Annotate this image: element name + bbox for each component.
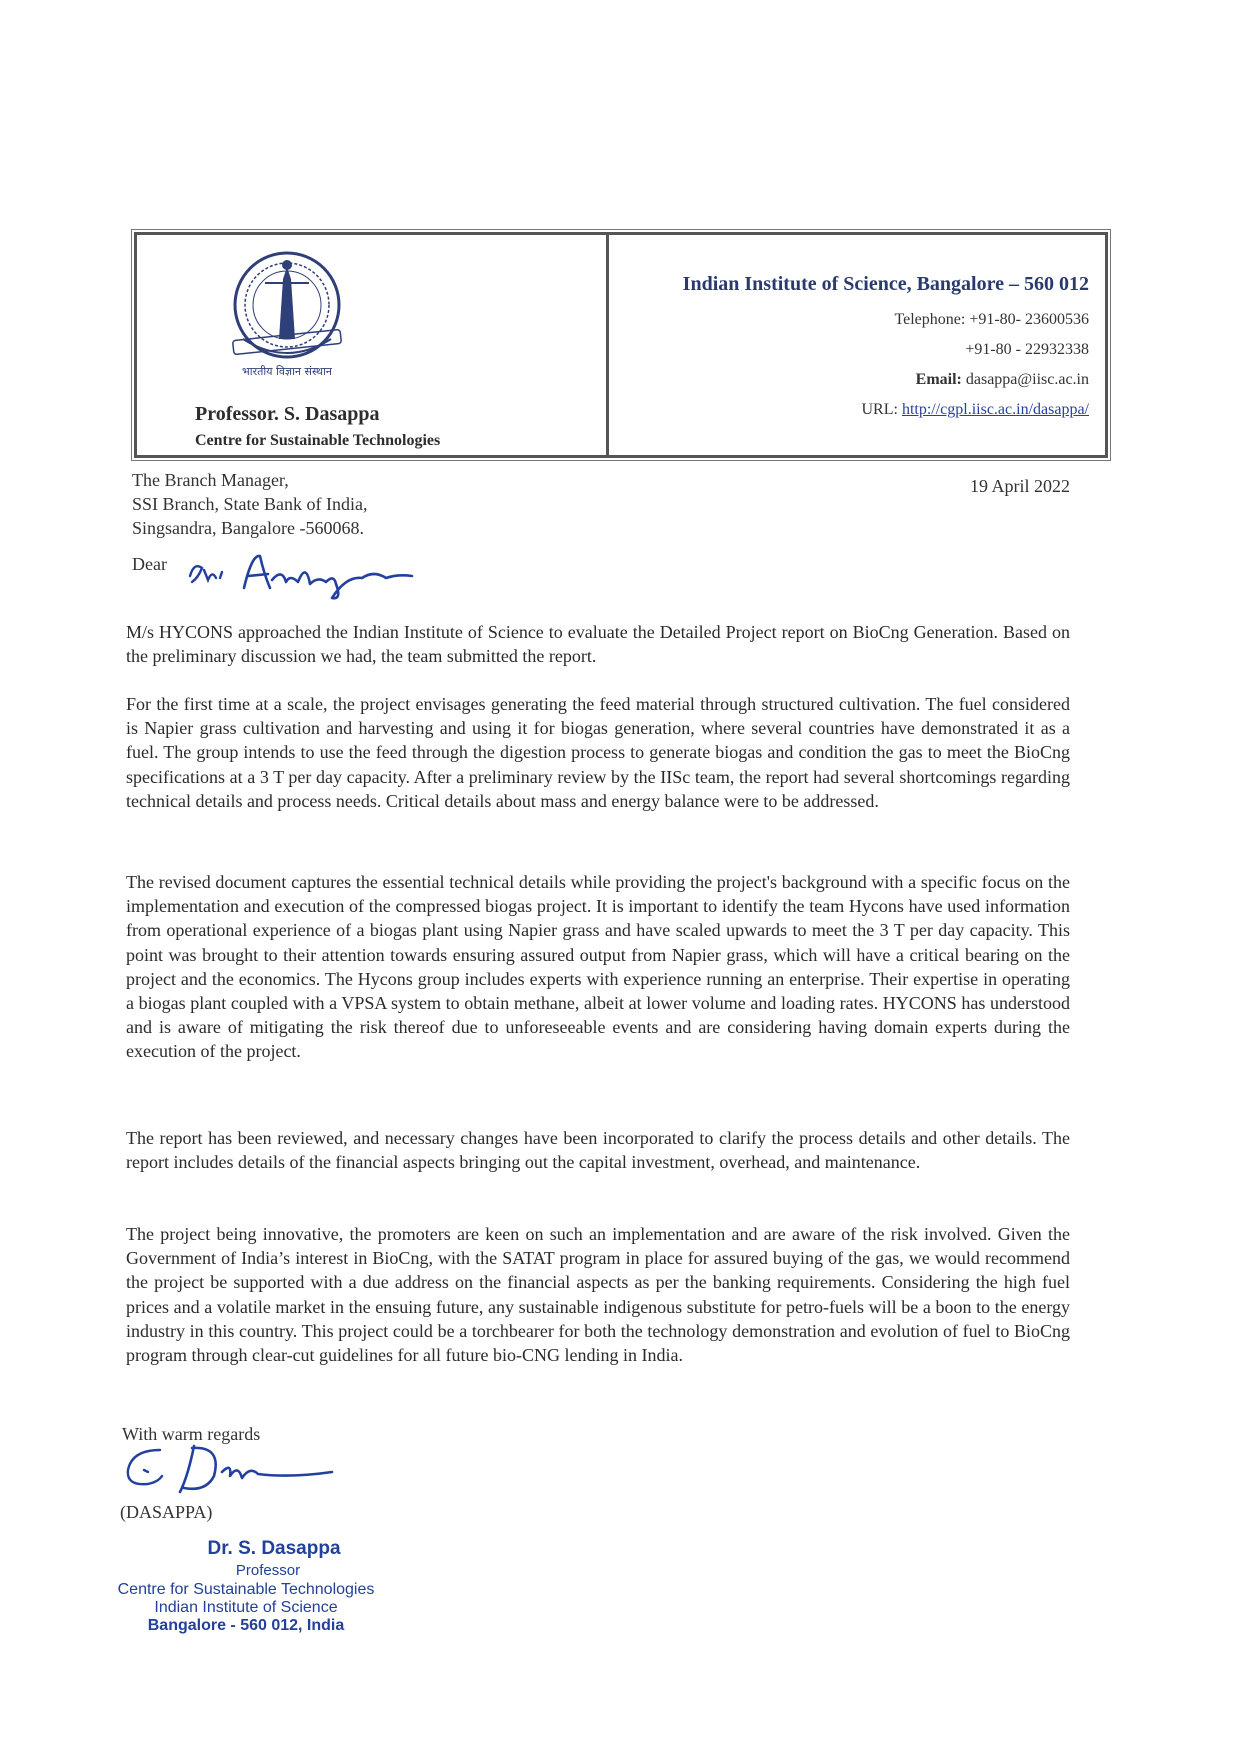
body-paragraph-1: M/s HYCONS approached the Indian Institute of Science to evaluate the Detailed Project report on BioCng Generation. Based on the preliminary discussion we had, the team submitted the report. bbox=[126, 622, 1070, 667]
body-paragraph-4: The report has been reviewed, and necessary changes have been incorporated to clarify the process details and other details. The report includes details of the financial aspects bringing out the capital investment, overhead, and maintenance. bbox=[126, 1128, 1070, 1173]
addressee-line: Singsandra, Bangalore -560068. bbox=[132, 518, 364, 538]
email-value[interactable]: dasappa@iisc.ac.in bbox=[965, 371, 1089, 388]
email-row bbox=[916, 371, 1089, 389]
email-label: Email: bbox=[915, 371, 962, 388]
addressee-line: SSI Branch, State Bank of India, bbox=[132, 494, 368, 514]
stamp-institute: Indian Institute of Science bbox=[154, 1599, 338, 1616]
salutation-dear: Dear bbox=[132, 554, 167, 574]
stamp-name: Dr. S. Dasappa bbox=[207, 1538, 341, 1559]
telephone-1: +91-80- 23600536 bbox=[969, 311, 1089, 328]
institute-address: Indian Institute of Science, Bangalore – 560 012 bbox=[682, 273, 1089, 295]
closing-regards: With warm regards bbox=[122, 1424, 261, 1444]
url-link[interactable]: http://cgpl.iisc.ac.in/dasappa/ bbox=[901, 401, 1089, 418]
official-stamp bbox=[86, 1538, 406, 1635]
stamp-city: Bangalore - 560 012, India bbox=[147, 1617, 345, 1634]
professor-name: Professor. S. Dasappa bbox=[195, 403, 380, 425]
letter-date: 19 April 2022 bbox=[969, 476, 1070, 496]
signatory-name: (DASAPPA) bbox=[120, 1502, 213, 1522]
body-paragraph-2: For the first time at a scale, the project envisages generating the feed material through structured cultivation. The fuel considered is Napier grass cultivation and harvesting and using it for biogas generation, where several countries have demonstrated it as a fuel. The group intends to use the feed through the digestion process to generate biogas and condition the gas to meet the BioCng specifications at a 3 T per day capacity. After a preliminary review by the IISc team, the report had several shortcomings regarding technical details and process needs. Critical details about mass and energy balance were to be addressed. bbox=[126, 694, 1070, 811]
letterhead-left-panel bbox=[137, 235, 609, 455]
body-paragraph-3: The revised document captures the essential technical details while providing the project's background with a specific focus on the implementation and execution of the compressed biogas project. It is important to identify the team Hycons have used information from operational experience of a biogas plant using Napier grass and have scaled upwards to meet the 3 T per day capacity. This point was brought to their attention towards ensuring assured output from Napier grass, which will have a critical bearing on the project and the economics. The Hycons group includes experts with experience running an enterprise. Their expertise in operating a biogas plant coupled with a VPSA system to obtain methane, albeit at lower volume and loading rates. HYCONS has understood and is aware of mitigating the risk thereof due to unforeseeable events and are considering having domain experts during the execution of the project. bbox=[126, 872, 1070, 1062]
svg-text:भारतीय विज्ञान संस्थान: भारतीय विज्ञान संस्थान bbox=[241, 365, 333, 378]
addressee-line: The Branch Manager, bbox=[132, 470, 289, 490]
telephone-row bbox=[894, 311, 1089, 329]
url-label: URL: bbox=[861, 401, 898, 418]
iisc-emblem-icon bbox=[213, 243, 361, 383]
letterhead-right-panel bbox=[609, 235, 1105, 455]
telephone-label: Telephone: bbox=[894, 311, 966, 328]
telephone-2: +91-80 - 22932338 bbox=[965, 341, 1089, 358]
signature bbox=[118, 1436, 338, 1500]
url-row bbox=[861, 401, 1089, 419]
body-paragraph-5: The project being innovative, the promoters are keen on such an implementation and are aware of the risk involved. Given the Government of India’s interest in BioCng, with the SATAT program in place for assured buying of the gas, we would recommend the project be supported with a due address on the financial aspects as per the banking requirements. Considering the high fuel prices and a volatile market in the ensuing future, any sustainable indigenous substitute for petro-fuels will be a boon to the energy industry in this country. This project could be a torchbearer for both the technology demonstration and evolution of fuel to BioCng program through clear-cut guidelines for all future bio-CNG lending in India. bbox=[126, 1224, 1070, 1366]
telephone-2-row bbox=[965, 341, 1089, 359]
stamp-title: Professor bbox=[235, 1562, 301, 1579]
handwritten-salutation bbox=[186, 548, 446, 600]
addressee-block bbox=[132, 468, 367, 540]
centre-name: Centre for Sustainable Technologies bbox=[195, 432, 441, 449]
stamp-centre: Centre for Sustainable Technologies bbox=[117, 1581, 375, 1598]
letterhead bbox=[134, 232, 1108, 458]
